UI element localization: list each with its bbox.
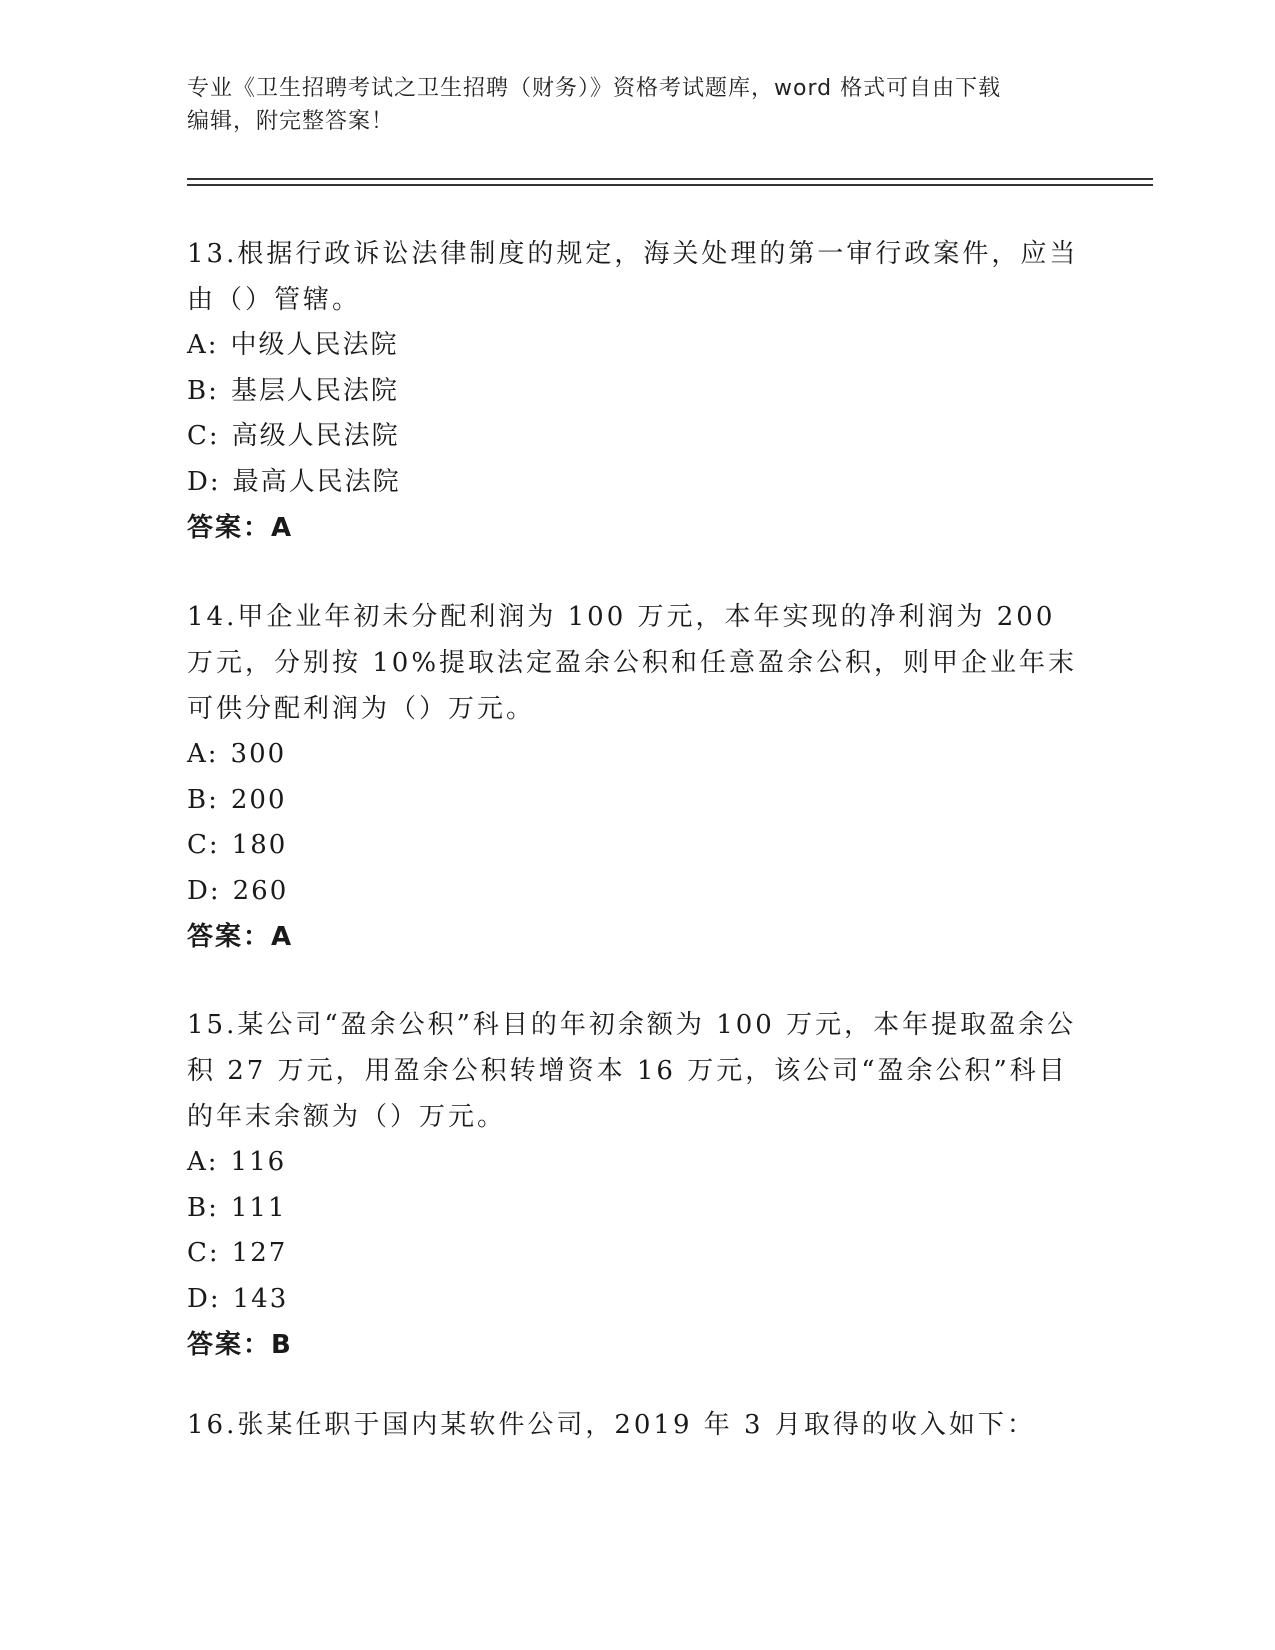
answer-label: 答案： [187, 1330, 272, 1360]
option-text: 116 [230, 1147, 287, 1177]
option-text: 中级人民法院 [230, 330, 399, 360]
option-b [187, 1186, 1087, 1232]
option-text: 基层人民法院 [230, 375, 399, 406]
question-15 [187, 1002, 1087, 1368]
option-d [187, 1277, 1087, 1323]
option-key: A: [187, 739, 219, 769]
answer-label: 答案： [187, 922, 272, 952]
option-key: C: [187, 1238, 220, 1268]
question-stem: 14.甲企业年初未分配利润为 100 万元，本年实现的净利润为 200 万元，分别按 10%提取法定盈余公积和任意盈余公积，则甲企业年末可供分配利润为（）万元。 [187, 602, 1078, 724]
option-key: B: [187, 1192, 219, 1223]
header-divider-bottom [187, 184, 1153, 186]
option-key: D: [187, 1283, 221, 1314]
option-key: D: [187, 875, 221, 906]
answer-line [187, 914, 1087, 960]
option-key: A: [187, 1147, 219, 1177]
question-stem: 13.根据行政诉讼法律制度的规定，海关处理的第一审行政案件，应当由（）管辖。 [187, 239, 1079, 315]
option-a [187, 732, 1087, 778]
option-text: 143 [232, 1283, 289, 1314]
question-stem: 16.张某任职于国内某软件公司，2019 年 3 月取得的收入如下： [187, 1410, 1036, 1440]
question-13 [187, 231, 1087, 551]
answer-value: B [271, 1330, 293, 1360]
option-text: 127 [231, 1238, 288, 1268]
header-line-2: 编辑，附完整答案！ [187, 109, 395, 134]
answer-line [187, 1322, 1087, 1368]
answer-value: A [271, 513, 294, 543]
option-key: B: [187, 784, 219, 815]
option-d [187, 460, 1087, 506]
question-16 [187, 1402, 1087, 1448]
option-text: 260 [232, 875, 289, 906]
option-c [187, 823, 1087, 869]
option-text: 高级人民法院 [231, 421, 400, 451]
option-text: 111 [230, 1192, 287, 1223]
question-14 [187, 594, 1087, 960]
question-stem: 15.某公司“盈余公积”科目的年初余额为 100 万元，本年提取盈余公积 27 万元，用盈余公积转增资本 16 万元，该公司“盈余公积”科目的年末余额为（）万元。 [187, 1010, 1077, 1132]
option-key: A: [187, 330, 219, 360]
option-key: C: [187, 421, 220, 451]
option-text: 200 [230, 784, 287, 815]
option-c [187, 414, 1087, 460]
option-list [187, 732, 1087, 914]
option-b [187, 369, 1087, 415]
option-text: 300 [230, 739, 287, 769]
document-header [187, 72, 1087, 138]
option-a [187, 323, 1087, 369]
answer-label: 答案： [187, 513, 272, 543]
option-a [187, 1140, 1087, 1186]
header-divider-top [187, 178, 1153, 180]
option-list [187, 1140, 1087, 1322]
option-c [187, 1231, 1087, 1277]
answer-value: A [271, 922, 294, 952]
option-b [187, 778, 1087, 824]
option-d [187, 869, 1087, 915]
option-key: D: [187, 466, 221, 497]
header-line-1: 专业《卫生招聘考试之卫生招聘（财务）》资格考试题库，word 格式可自由下载 [187, 76, 1002, 101]
option-text: 最高人民法院 [232, 466, 401, 497]
option-list [187, 323, 1087, 505]
option-key: B: [187, 375, 219, 406]
answer-line [187, 505, 1087, 551]
option-text: 180 [231, 830, 288, 860]
option-key: C: [187, 830, 220, 860]
